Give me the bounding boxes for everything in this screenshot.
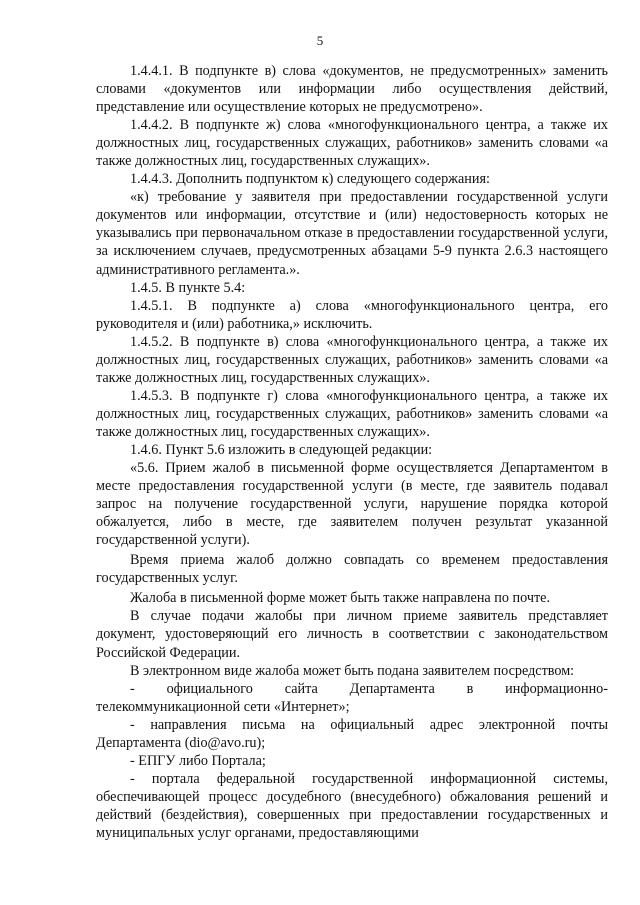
- paragraph: 1.4.5.2. В подпункте в) слова «многофункционального центра, а также их должностных лиц, государственных служащих, работников» заменить словами «а также должностных лиц, государственных служащих».: [96, 333, 608, 386]
- paragraph: 1.4.4.3. Дополнить подпунктом к) следующего содержания:: [130, 171, 490, 188]
- paragraph: - портала федеральной государственной информационной системы, обеспечивающей процесс досудебного (внесудебного) обжалования решений и действий (бездействия), совершенных при предоставлении государственных и муниципальных услуг органами, предоставляющими: [96, 770, 608, 841]
- paragraph: - ЕПГУ либо Портала;: [130, 752, 266, 769]
- paragraph: «к) требование у заявителя при предоставлении государственной услуги документов или информации, отсутствие и (или) недостоверность которых не указывались при первоначальном отказе в предоставлении государственной услуги, за исключением случаев, предусмотренных абзацами 5-9 пункта 2.6.3 настоящего административного регламента.».: [96, 189, 608, 278]
- paragraph: 1.4.4.1. В подпункте в) слова «документов, не предусмотренных» заменить словами «документов или информации либо осуществления действий, представление или осуществление которых не предусмотрено».: [96, 63, 608, 116]
- paragraph: Жалоба в письменной форме может быть также направлена по почте.: [130, 590, 551, 607]
- paragraph: 1.4.5. В пункте 5.4:: [130, 279, 246, 296]
- document-body: [96, 62, 608, 842]
- paragraph: 1.4.5.1. В подпункте а) слова «многофункционального центра, его руководителя и (или) работника,» исключить.: [96, 297, 608, 332]
- paragraph: 1.4.4.2. В подпункте ж) слова «многофункционального центра, а также их должностных лиц, государственных служащих, работников» заменить словами «а также должностных лиц, государственных служащих».: [96, 117, 608, 170]
- paragraph: «5.6. Прием жалоб в письменной форме осуществляется Департаментом в месте предоставления государственной услуги (в месте, где заявитель подавал запрос на получение государственной услуги, нарушение порядка которой обжалуется, либо в месте, где заявителем получен результат указанной государственной услуги).: [96, 460, 608, 549]
- paragraph: 1.4.6. Пункт 5.6 изложить в следующей редакции:: [130, 441, 433, 458]
- paragraph: В случае подачи жалобы при личном приеме заявитель представляет документ, удостоверяющий его личность в соответствии с законодательством Российской Федерации.: [96, 608, 608, 661]
- paragraph: Время приема жалоб должно совпадать со временем предоставления государственных услуг.: [96, 552, 608, 587]
- paragraph: 1.4.5.3. В подпункте г) слова «многофункционального центра, а также их должностных лиц, государственных служащих, работников» заменить словами «а также должностных лиц, государственных служащих».: [96, 387, 608, 440]
- page-number: 5: [316, 33, 324, 48]
- paragraph: - направления письма на официальный адрес электронной почты Департамента (dio@avo.ru);: [96, 716, 608, 751]
- paragraph: В электронном виде жалоба может быть подана заявителем посредством:: [130, 662, 575, 679]
- paragraph: - официального сайта Департамента в информационно-телекоммуникационной сети «Интернет»;: [96, 680, 608, 715]
